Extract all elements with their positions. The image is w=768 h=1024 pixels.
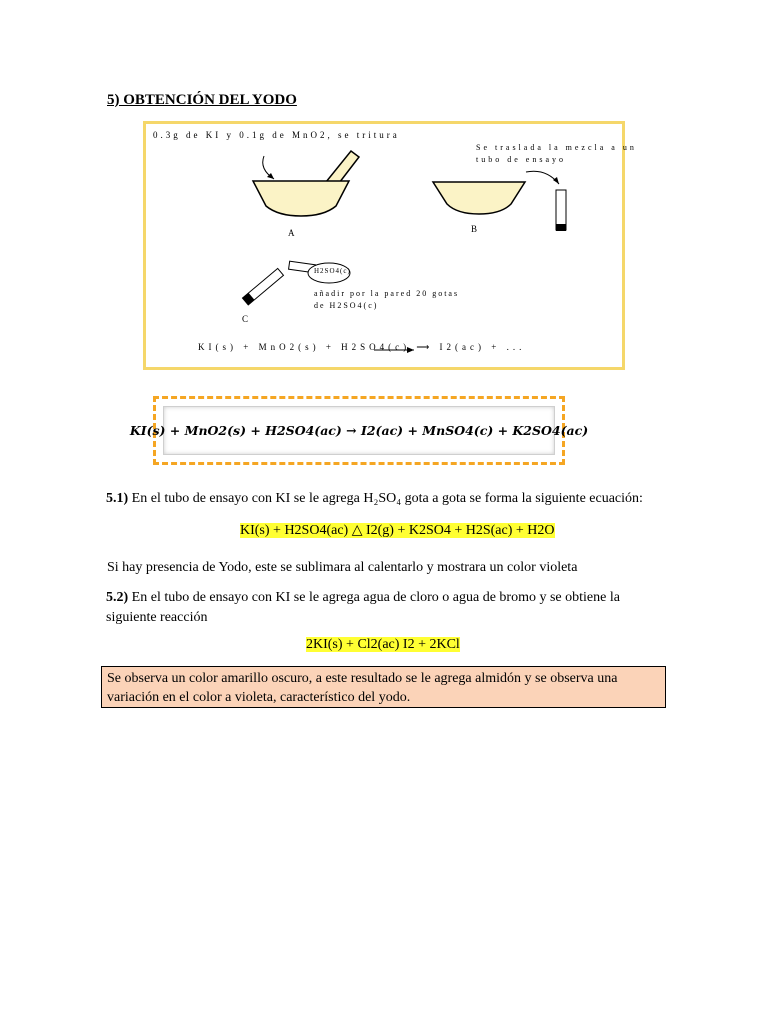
test-tube-c-icon	[242, 268, 283, 304]
add-text-1: añadir por la pared 20 gotas	[314, 289, 460, 298]
mortar-b-icon	[433, 182, 525, 214]
add-text-2: de H2SO4(c)	[314, 301, 379, 310]
section-5-2	[106, 588, 666, 628]
figure-label-top-right-2: tubo de ensayo	[476, 155, 566, 164]
section-5-1-text: En el tubo de ensayo con KI se le agrega H₂SO₄ gota a gota se forma la siguiente ecuación:	[131, 491, 643, 506]
boxed-equation: KI(s) + MnO2(s) + H2SO4(ac) → I2(ac) + MnSO4(c) + K2SO4(ac)	[163, 406, 555, 455]
equation-5-1	[240, 522, 555, 539]
equation-5-1-text: KI(s) + H2SO4(ac) △ I2(g) + K2SO4 + H2S(ac) + H2O	[240, 523, 555, 538]
figure-label-top-right-1: Se traslada la mezcla a un	[476, 143, 637, 152]
section-5-1	[106, 489, 666, 509]
observation-note: Se observa un color amarillo oscuro, a este resultado se le agrega almidón y se observa una variación en el color a violeta, característico del yodo.	[101, 666, 666, 708]
equation-5-2	[306, 637, 460, 653]
section-5-1-label: 5.1)	[106, 491, 129, 506]
label-a: A	[288, 228, 298, 238]
figure-equation: KI(s) + MnO2(s) + H2SO4(c) ⟶ I2(ac) + ...	[198, 342, 526, 352]
figure-drawing	[146, 124, 616, 361]
arrow-to-mortar-a	[263, 156, 274, 179]
figure-label-top-left: 0.3g de KI y 0.1g de MnO2, se tritura	[153, 130, 400, 140]
test-tube-b-contents	[556, 224, 566, 231]
arrow-to-tube	[526, 171, 559, 184]
dropper-label: H2SO4(c)	[314, 267, 351, 275]
observation-5-1: Si hay presencia de Yodo, este se sublimara al calentarlo y mostrara un color violeta	[107, 560, 578, 575]
boxed-equation-frame	[129, 396, 589, 465]
label-c: C	[242, 314, 252, 324]
mortar-a-icon	[253, 181, 349, 216]
equation-5-2-text: 2KI(s) + Cl2(ac) I2 + 2KCl	[306, 637, 460, 652]
arrow-head-b	[553, 177, 559, 184]
section-5-2-label: 5.2)	[106, 590, 129, 605]
label-b: B	[471, 224, 481, 234]
section-5-2-text: En el tubo de ensayo con KI se le agrega agua de cloro o agua de bromo y se obtiene la siguiente reacción	[106, 590, 620, 625]
section-title: 5) OBTENCIÓN DEL YODO	[107, 92, 297, 108]
procedure-figure	[143, 121, 637, 370]
